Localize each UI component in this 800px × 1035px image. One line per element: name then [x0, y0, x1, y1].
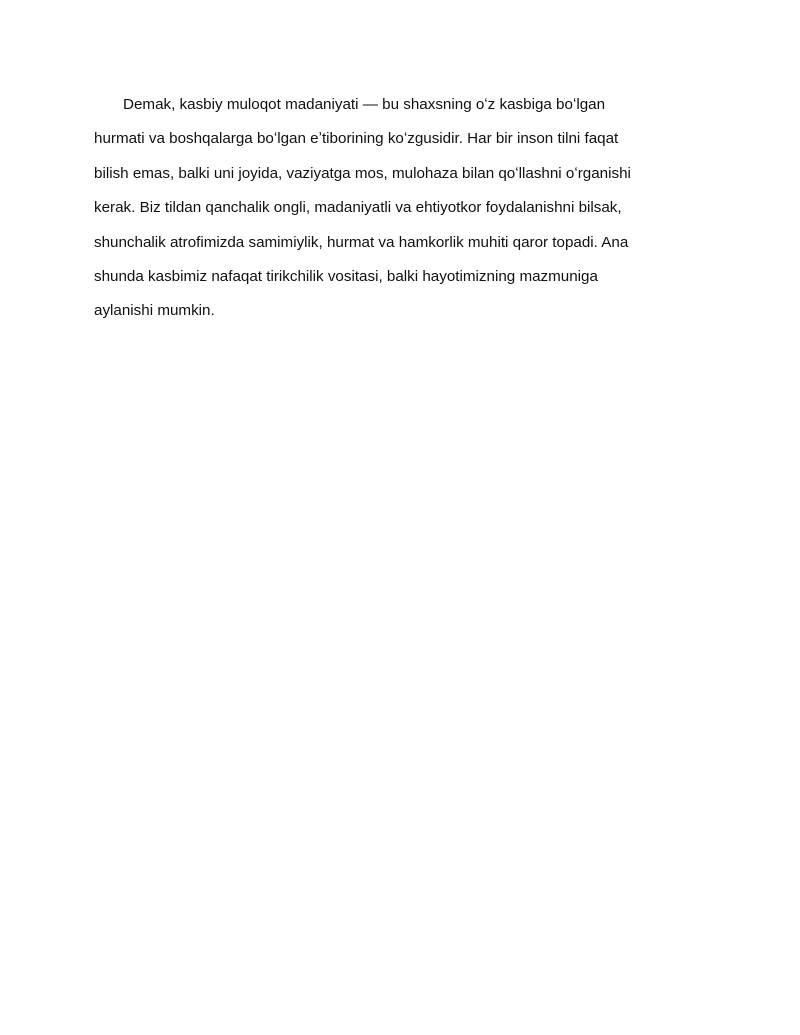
paragraph-line: hurmati va boshqalarga boʻlgan eʼtiborining koʻzgusidir. Har bir inson tilni faqat — [94, 130, 619, 148]
paragraph-line: aylanishi mumkin. — [94, 302, 215, 320]
paragraph-line: shunchalik atrofimizda samimiylik, hurmat va hamkorlik muhiti qaror topadi. Ana — [94, 233, 629, 251]
paragraph-line: bilish emas, balki uni joyida, vaziyatga mos, mulohaza bilan qoʻllashni oʻrganishi — [94, 164, 631, 182]
paragraph-line: kerak. Biz tildan qanchalik ongli, madaniyatli va ehtiyotkor foydalanishni bilsak, — [94, 199, 622, 217]
body-paragraph — [94, 88, 714, 329]
paragraph-line: Demak, kasbiy muloqot madaniyati — bu shaxsning oʻz kasbiga boʻlgan — [123, 96, 606, 113]
paragraph-line: shunda kasbimiz nafaqat tirikchilik vositasi, balki hayotimizning mazmuniga — [94, 268, 598, 286]
